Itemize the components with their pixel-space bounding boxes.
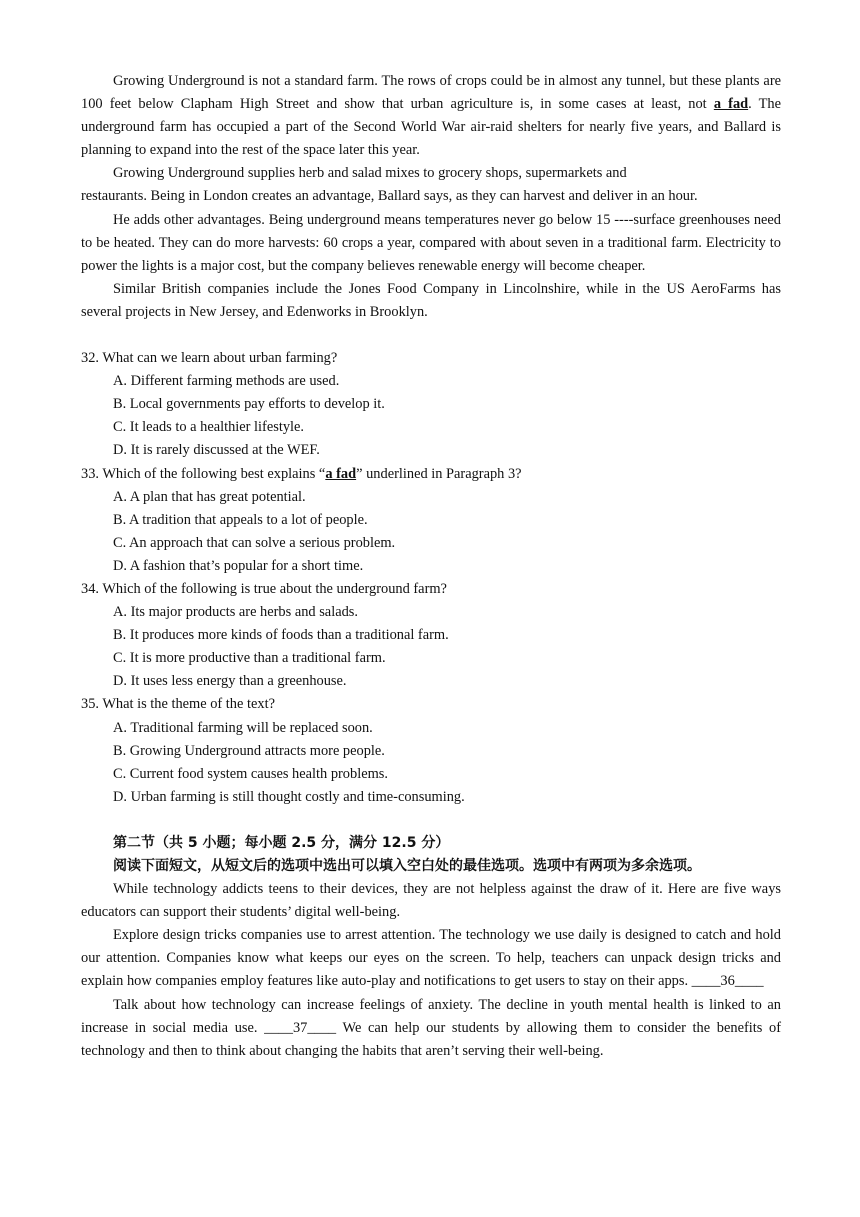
- question-35: [81, 693, 781, 808]
- question-stem-b: ” underlined in Paragraph 3?: [356, 465, 522, 482]
- question-stem: 35. What is the theme of the text?: [81, 696, 275, 713]
- option-a: A. Traditional farming will be replaced soon.: [113, 719, 373, 736]
- question-stem-a: 33. Which of the following best explains “: [81, 465, 326, 482]
- option-c: C. An approach that can solve a serious problem.: [113, 534, 396, 551]
- section-instructions: 阅读下面短文，从短文后的选项中选出可以填入空白处的最佳选项。选项中有两项为多余选项。: [113, 858, 701, 874]
- underlined-phrase-a-fad: a fad: [325, 465, 357, 482]
- option-d: D. A fashion that’s popular for a short time.: [113, 557, 364, 574]
- question-32: [81, 347, 781, 462]
- option-d: D. It is rarely discussed at the WEF.: [113, 442, 320, 459]
- section2-paragraph-2: Explore design tricks companies use to arrest attention. The technology we use daily is designed to catch and hold our attention. Companies know what keeps our eyes on the screen. To help, teachers can unpack design tricks and explain how companies employ features like auto-play and notifications to get users to stay on their apps. ____36____: [81, 927, 781, 990]
- question-stem: [81, 463, 781, 486]
- passage-paragraph-1: [81, 70, 781, 162]
- passage-p1-text-a: Growing Underground is not a standard farm. The rows of crops could be in almost any tunnel, but these plants are 100 feet below Clapham High Street and show that urban agriculture is, in some cases at least, not: [81, 73, 781, 113]
- option-b: B. A tradition that appeals to a lot of people.: [113, 511, 368, 528]
- passage-paragraph-2-line-2: restaurants. Being in London creates an advantage, Ballard says, as they can harvest and deliver in an hour.: [81, 188, 698, 205]
- option-a: A. A plan that has great potential.: [113, 488, 306, 505]
- option-d: D. Urban farming is still thought costly and time-consuming.: [113, 788, 465, 805]
- option-c: C. Current food system causes health problems.: [113, 765, 388, 782]
- section2-paragraph-3: Talk about how technology can increase feelings of anxiety. The decline in youth mental health is linked to an increase in social media use. ____37____ We can help our students by allowing them to consider the benefits of technology and then to think about changing the habits that aren’t serving their well-being.: [81, 996, 781, 1059]
- option-a: A. Different farming methods are used.: [113, 373, 340, 390]
- spacer: [81, 324, 781, 347]
- question-stem: 32. What can we learn about urban farming?: [81, 350, 338, 367]
- section2-paragraph-1: While technology addicts teens to their devices, they are not helpless against the draw of it. Here are five ways educators can support their students’ digital well-being.: [81, 881, 781, 921]
- question-33: [81, 463, 781, 578]
- option-d: D. It uses less energy than a greenhouse.: [113, 673, 347, 690]
- passage-p1-text-b: . The underground farm has occupied a part of the Second World War air-raid shelters for nearly five years, and Ballard is planning to expand into the rest of the space later this year.: [81, 96, 781, 159]
- spacer: [81, 809, 781, 832]
- option-c: C. It leads to a healthier lifestyle.: [113, 419, 305, 436]
- option-c: C. It is more productive than a traditional farm.: [113, 650, 386, 667]
- passage-paragraph-4: Similar British companies include the Jones Food Company in Lincolnshire, while in the US AeroFarms has several projects in New Jersey, and Edenworks in Brooklyn.: [81, 280, 781, 320]
- passage-paragraph-2-line-1: Growing Underground supplies herb and salad mixes to grocery shops, supermarkets and: [113, 165, 627, 182]
- option-a: A. Its major products are herbs and salads.: [113, 604, 358, 621]
- question-stem: 34. Which of the following is true about the underground farm?: [81, 580, 447, 597]
- underlined-phrase-a-fad: a fad: [713, 96, 749, 113]
- section-heading: 第二节（共 5 小题；每小题 2.5 分，满分 12.5 分）: [113, 834, 450, 851]
- document-body: [81, 70, 781, 1063]
- question-34: [81, 578, 781, 693]
- option-b: B. Local governments pay efforts to develop it.: [113, 396, 385, 413]
- option-b: B. It produces more kinds of foods than a traditional farm.: [113, 627, 449, 644]
- option-b: B. Growing Underground attracts more people.: [113, 742, 385, 759]
- passage-paragraph-3: He adds other advantages. Being underground means temperatures never go below 15 ----surface greenhouses need to be heated. They can do more harvests: 60 crops a year, compared with about seven in a traditional farm. Electricity to power the lights is a major cost, but the company believes renewable energy will become cheaper.: [81, 211, 781, 274]
